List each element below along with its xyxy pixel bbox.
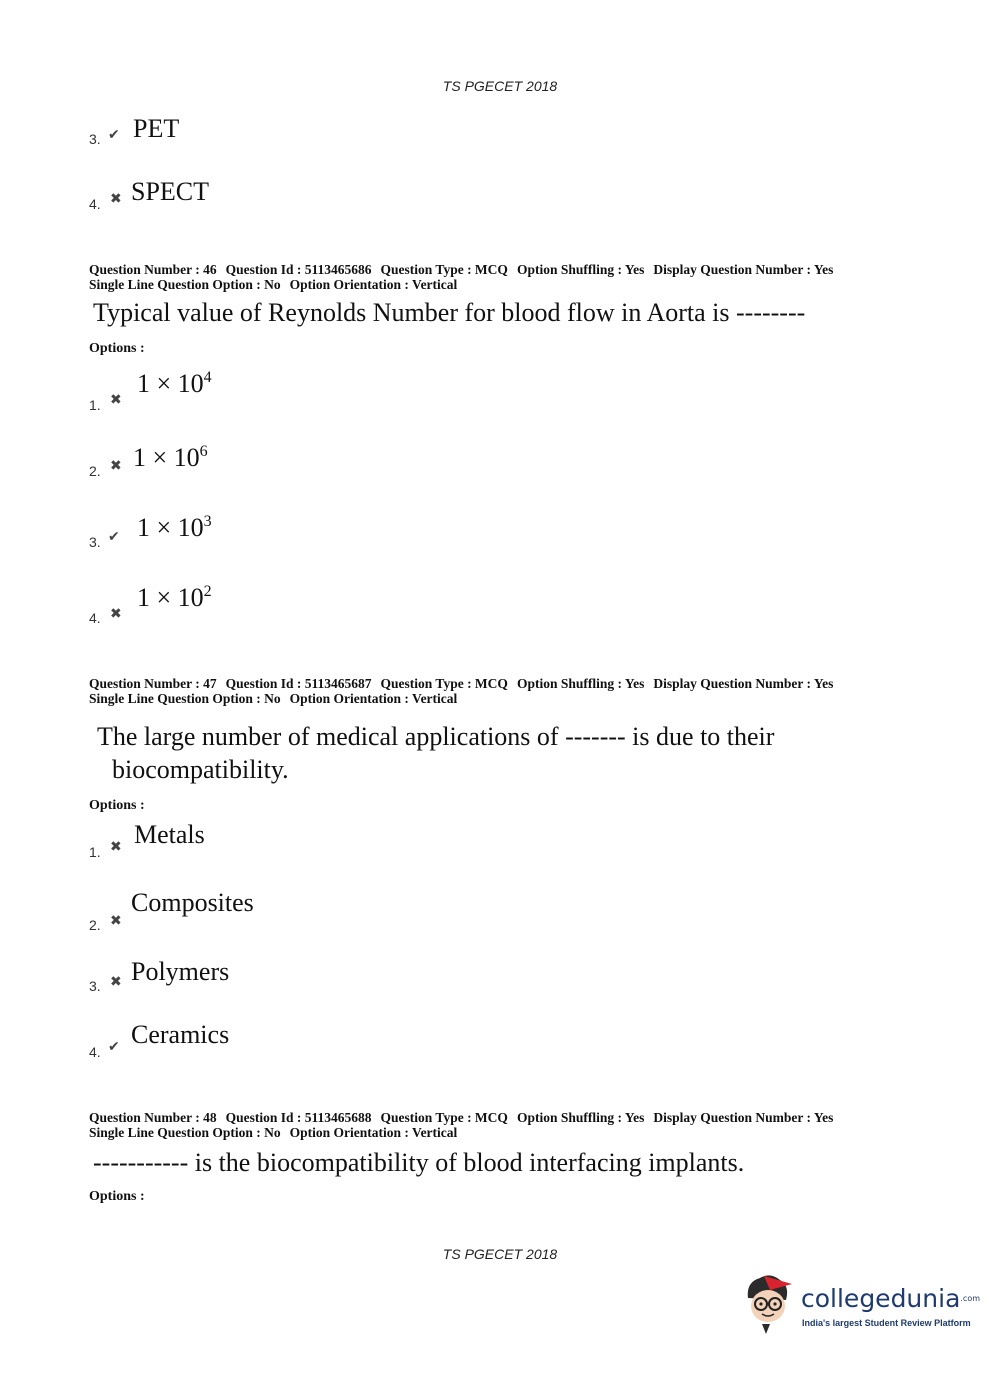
option-text: Polymers xyxy=(131,957,230,986)
option-formula: $1 \times 10^3$ xyxy=(137,513,212,542)
question-meta: Question Number : 48 Question Id : 5113465688 Question Type : MCQ Option Shuffling : Yes Display Question Number : Yes Single Line Question Option : No Option Orientation : Vertical xyxy=(89,1110,834,1140)
correct-check-icon: ✔ xyxy=(108,1039,120,1055)
option-text: PET xyxy=(133,114,180,143)
wrong-cross-icon: ✖ xyxy=(110,458,122,474)
option-number: 4. xyxy=(89,1044,101,1060)
wrong-cross-icon: ✖ xyxy=(110,913,122,929)
options-label: Options : xyxy=(89,798,145,813)
option-number: 4. xyxy=(89,196,101,212)
question-text: The large number of medical applications of ------- is due to their xyxy=(97,722,775,751)
option-formula: $1 \times 10^2$ xyxy=(137,583,212,612)
wrong-cross-icon: ✖ xyxy=(110,839,122,855)
option-number: 1. xyxy=(89,397,101,413)
collegedunia-mascot-icon xyxy=(740,1268,800,1338)
wrong-cross-icon: ✖ xyxy=(110,606,122,622)
question-text: Typical value of Reynolds Number for blood flow in Aorta is -------- xyxy=(93,298,806,327)
wrong-cross-icon: ✖ xyxy=(110,392,122,408)
question-meta: Question Number : 46 Question Id : 5113465686 Question Type : MCQ Option Shuffling : Yes Display Question Number : Yes Single Line Question Option : No Option Orientation : Vertical xyxy=(89,262,834,292)
page-header: TS PGECET 2018 xyxy=(442,78,558,94)
brand-tagline: India's largest Student Review Platform xyxy=(802,1318,971,1328)
option-number: 4. xyxy=(89,610,101,626)
option-number: 3. xyxy=(89,131,101,147)
options-label: Options : xyxy=(89,1189,145,1204)
option-number: 2. xyxy=(89,917,101,933)
brand-logo: collegedunia$^{.com}$ xyxy=(801,1284,981,1313)
option-number: 2. xyxy=(89,463,101,479)
wrong-cross-icon: ✖ xyxy=(110,974,122,990)
question-text-continued: biocompatibility. xyxy=(112,755,289,784)
option-number: 3. xyxy=(89,534,101,550)
option-text: SPECT xyxy=(131,177,210,206)
question-text: ----------- is the biocompatibility of blood interfacing implants. xyxy=(93,1148,745,1177)
option-formula: $1 \times 10^6$ xyxy=(133,443,208,472)
option-number: 3. xyxy=(89,978,101,994)
page-footer: TS PGECET 2018 xyxy=(442,1246,558,1262)
options-label: Options : xyxy=(89,341,145,356)
option-text: Composites xyxy=(131,888,254,917)
wrong-cross-icon: ✖ xyxy=(110,191,122,207)
question-meta: Question Number : 47 Question Id : 5113465687 Question Type : MCQ Option Shuffling : Yes Display Question Number : Yes Single Line Question Option : No Option Orientation : Vertical xyxy=(89,676,834,706)
option-text: Metals xyxy=(134,820,205,849)
correct-check-icon: ✔ xyxy=(108,529,120,545)
option-number: 1. xyxy=(89,844,101,860)
correct-check-icon: ✔ xyxy=(108,127,120,143)
option-formula: $1 \times 10^4$ xyxy=(137,369,212,398)
option-text: Ceramics xyxy=(131,1020,230,1049)
